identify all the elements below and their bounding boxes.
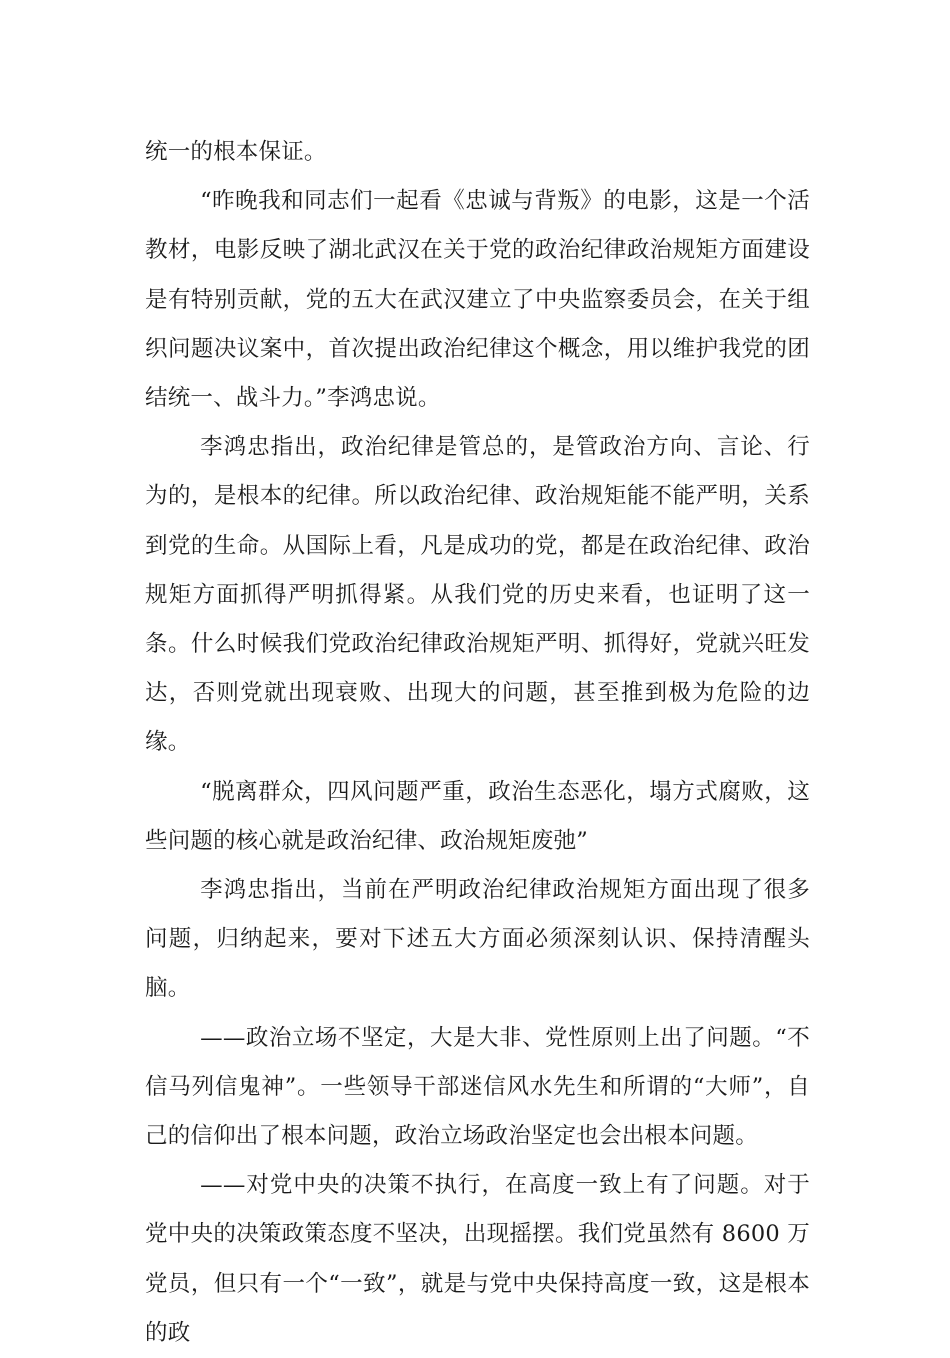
paragraph-4: “脱离群众，四风问题严重，政治生态恶化，塌方式腐败，这些问题的核心就是政治纪律、政治规矩废弛” bbox=[145, 778, 810, 854]
paragraph-7: ——对党中央的决策不执行，在高度一致上有了问题。对于党中央的决策政策态度不坚决，出现摇摆。我们党虽然有 8600 万党员，但只有一个“一致”，就是与党中央保持高度一致，这是根本的政 bbox=[145, 1172, 810, 1346]
paragraph-1: 统一的根本保证。 bbox=[145, 139, 327, 165]
paragraph-6: ——政治立场不坚定，大是大非、党性原则上出了问题。“不信马列信鬼神”。一些领导干部迷信风水先生和所谓的“大师”，自己的信仰出了根本问题，政治立场政治坚定也会出根本问题。 bbox=[145, 1024, 810, 1150]
paragraph-2: “昨晚我和同志们一起看《忠诚与背叛》的电影，这是一个活教材，电影反映了湖北武汉在关于党的政治纪律政治规矩方面建设是有特别贡献，党的五大在武汉建立了中央监察委员会，在关于组织问题决议案中，首次提出政治纪律这个概念，用以维护我党的团结统一、战斗力。”李鸿忠说。 bbox=[145, 188, 810, 412]
paragraph-3: 李鸿忠指出，政治纪律是管总的，是管政治方向、言论、行为的，是根本的纪律。所以政治纪律、政治规矩能不能严明，关系到党的生命。从国际上看，凡是成功的党，都是在政治纪律、政治规矩方面抓得严明抓得紧。从我们党的历史来看，也证明了这一条。什么时候我们党政治纪律政治规矩严明、抓得好，党就兴旺发达，否则党就出现衰败、出现大的问题，甚至推到极为危险的边缘。 bbox=[145, 434, 810, 756]
document-body bbox=[145, 128, 810, 1358]
paragraph-5: 李鸿忠指出，当前在严明政治纪律政治规矩方面出现了很多问题，归纳起来，要对下述五大方面必须深刻认识、保持清醒头脑。 bbox=[145, 877, 810, 1002]
